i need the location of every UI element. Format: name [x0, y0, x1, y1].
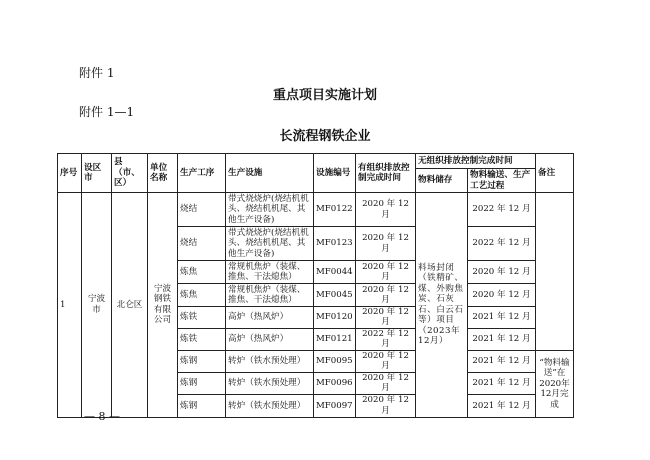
process-cell: 烧结 [178, 227, 226, 261]
header-row [58, 154, 574, 169]
header-material-storage: 物料储存 [416, 169, 468, 193]
organized-cell: 2020 年 12 月 [356, 193, 416, 227]
city-cell: 宁波市 [82, 193, 112, 418]
transport-cell: 2022 年 12 月 [468, 227, 536, 261]
code-cell: MF0122 [314, 193, 356, 227]
code-cell: MF0120 [314, 307, 356, 329]
facility-cell: 常规机焦炉（装煤、推焦、干法熄焦） [226, 284, 314, 307]
code-cell: MF0121 [314, 328, 356, 350]
transport-cell: 2021 年 12 月 [468, 394, 536, 417]
storage-cell: 料场封闭（铁精矿、煤、外购焦炭、石灰石、白云石等）项目（2023年12月） [416, 193, 468, 418]
header-organized: 有组织排放控制完成时间 [356, 154, 416, 193]
document-title: 重点项目实施计划 [272, 88, 377, 103]
facility-cell: 转炉（铁水预处理） [226, 350, 314, 372]
process-cell: 炼钢 [178, 372, 226, 394]
table-title: 长流程钢铁企业 [279, 129, 371, 144]
organized-cell: 2020 年 12 月 [356, 307, 416, 329]
code-cell: MF0095 [314, 350, 356, 372]
organized-cell: 2020 年 12 月 [356, 394, 416, 417]
sub-annex-label: 附件 1—1 [79, 105, 135, 119]
process-cell: 炼钢 [178, 394, 226, 417]
header-material-transport: 物料输送、生产工艺过程 [468, 169, 536, 193]
facility-cell: 转炉（铁水预处理） [226, 394, 314, 417]
transport-cell: 2021 年 12 月 [468, 372, 536, 394]
organized-cell: 2020 年 12 月 [356, 227, 416, 261]
process-cell: 炼焦 [178, 284, 226, 307]
organized-cell: 2020 年 12 月 [356, 372, 416, 394]
header-unorganized: 无组织排放控制完成时间 [416, 154, 536, 169]
code-cell: MF0097 [314, 394, 356, 417]
facility-cell: 带式烧烧炉(烧结机机头、烧结机机尾、其他生产设备) [226, 193, 314, 227]
annex-label: 附件 1 [79, 66, 115, 80]
facility-cell: 常规机焦炉（装煤、推焦、干法熄焦） [226, 261, 314, 284]
code-cell: MF0044 [314, 261, 356, 284]
header-facility: 生产设施 [226, 154, 314, 193]
process-cell: 炼焦 [178, 261, 226, 284]
transport-cell: 2021 年 12 月 [468, 328, 536, 350]
header-facility-no: 设施编号 [314, 154, 356, 193]
code-cell: MF0096 [314, 372, 356, 394]
transport-cell: 2021 年 12 月 [468, 350, 536, 372]
facility-cell: 带式烧烧炉(烧结机机头、烧结机机尾、其他生产设备) [226, 227, 314, 261]
facility-cell: 高炉（热风炉） [226, 328, 314, 350]
organized-cell: 2020 年 12 月 [356, 261, 416, 284]
header-seq: 序号 [58, 154, 82, 193]
project-plan-table [57, 153, 574, 418]
organized-cell: 2020 年 12 月 [356, 284, 416, 307]
organized-cell: 2022 年 12 月 [356, 328, 416, 350]
remarks-cell: “物料输送”在2020年12月完成 [536, 350, 574, 417]
facility-cell: 转炉（铁水预处理） [226, 372, 314, 394]
transport-cell: 2020 年 12 月 [468, 261, 536, 284]
code-cell: MF0045 [314, 284, 356, 307]
transport-cell: 2020 年 12 月 [468, 284, 536, 307]
process-cell: 炼铁 [178, 307, 226, 329]
transport-cell: 2021 年 12 月 [468, 307, 536, 329]
seq-cell: 1 [58, 193, 82, 418]
header-county: 县（市、区） [112, 154, 148, 193]
transport-cell: 2022 年 12 月 [468, 193, 536, 227]
header-remarks: 备注 [536, 154, 574, 193]
header-unit: 单位名称 [148, 154, 178, 193]
table-row [58, 193, 574, 227]
organized-cell: 2020 年 12 月 [356, 350, 416, 372]
facility-cell: 高炉（热风炉） [226, 307, 314, 329]
code-cell: MF0123 [314, 227, 356, 261]
process-cell: 烧结 [178, 193, 226, 227]
page-number: — 8 — [84, 410, 120, 423]
header-process: 生产工序 [178, 154, 226, 193]
county-cell: 北仑区 [112, 193, 148, 418]
process-cell: 炼钢 [178, 350, 226, 372]
process-cell: 炼铁 [178, 328, 226, 350]
header-city: 设区市 [82, 154, 112, 193]
remarks-empty [536, 193, 574, 351]
unit-cell: 宁波钢铁有限公司 [148, 193, 178, 418]
